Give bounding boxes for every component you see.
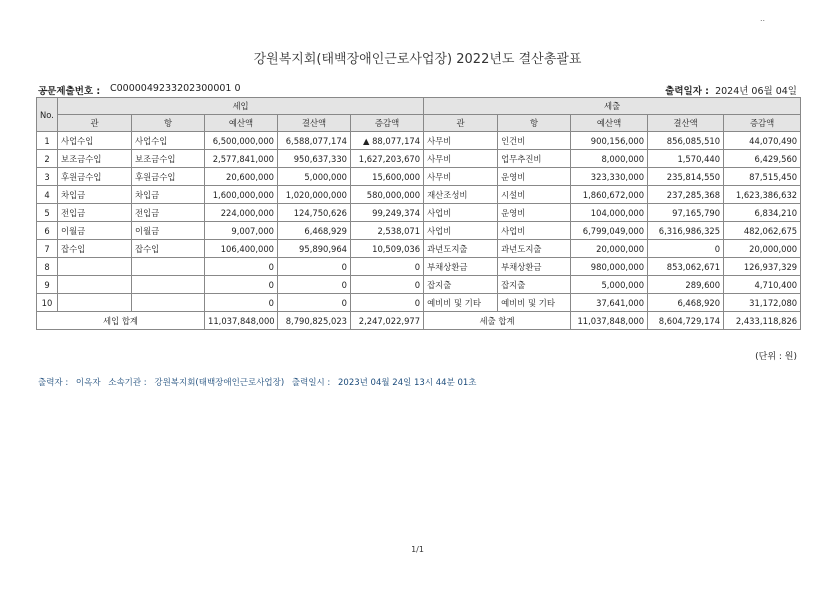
cell-income-budget: 9,007,000 [205,222,278,240]
cell-expense-settlement: 6,316,986,325 [648,222,724,240]
cell-income-hang: 후원금수입 [132,168,205,186]
cell-expense-budget: 5,000,000 [571,276,648,294]
cell-income-budget: 6,500,000,000 [205,132,278,150]
cell-income-change: 1,627,203,670 [351,150,424,168]
cell-expense-change: 482,062,675 [724,222,801,240]
page-title: 강원복지회(태백장애인근로사업장) 2022년도 결산총괄표 [253,52,582,67]
cell-income-change: 2,538,071 [351,222,424,240]
cell-income-budget: 0 [205,294,278,312]
cell-no: 9 [37,276,58,294]
cell-income-budget: 224,000,000 [205,204,278,222]
cell-income-change: ▲ 88,077,174 [351,132,424,150]
table-body [37,132,801,312]
header-expense-budget: 예산액 [571,115,648,132]
cell-income-settlement: 1,020,000,000 [278,186,351,204]
income-total-change: 2,247,022,977 [351,312,424,330]
cell-expense-hang: 운영비 [498,168,571,186]
income-total-budget: 11,037,848,000 [205,312,278,330]
cell-expense-hang: 사업비 [498,222,571,240]
cell-income-settlement: 6,588,077,174 [278,132,351,150]
cell-income-hang: 이월금 [132,222,205,240]
meta-row [38,83,797,97]
cell-income-hang: 잡수입 [132,240,205,258]
cell-income-hang: 보조금수입 [132,150,205,168]
cell-income-hang: 전입금 [132,204,205,222]
table-row [37,204,801,222]
unit-note: (단위 : 원) [755,352,797,362]
print-time-label: 출력일시 : [291,378,331,388]
cell-income-gwan [58,294,132,312]
cell-income-settlement: 0 [278,276,351,294]
header-income-change: 증감액 [351,115,424,132]
cell-expense-hang: 잡지출 [498,276,571,294]
cell-expense-hang: 운영비 [498,204,571,222]
cell-expense-gwan: 사업비 [424,222,498,240]
settlement-table [36,97,801,330]
cell-income-change: 0 [351,276,424,294]
table-row [37,276,801,294]
header-expense-hang: 항 [498,115,571,132]
table-row [37,294,801,312]
table-row [37,258,801,276]
expense-total-settlement: 8,604,729,174 [648,312,724,330]
cell-income-budget: 20,600,000 [205,168,278,186]
cell-expense-gwan: 잡지출 [424,276,498,294]
expense-total-change: 2,433,118,826 [724,312,801,330]
cell-income-gwan: 보조금수입 [58,150,132,168]
cell-income-budget: 2,577,841,000 [205,150,278,168]
print-date-value: 2024년 06월 04일 [715,86,797,97]
cell-expense-budget: 323,330,000 [571,168,648,186]
table-row [37,222,801,240]
doc-number-value: C0000049233202300001 0 [110,83,241,94]
header-expense-change: 증감액 [724,115,801,132]
cell-expense-gwan: 사무비 [424,168,498,186]
cell-no: 6 [37,222,58,240]
cell-income-gwan [58,258,132,276]
cell-expense-change: 4,710,400 [724,276,801,294]
cell-expense-settlement: 1,570,440 [648,150,724,168]
cell-expense-gwan: 예비비 및 기타 [424,294,498,312]
cell-income-settlement: 6,468,929 [278,222,351,240]
cell-income-hang: 사업수입 [132,132,205,150]
cell-no: 8 [37,258,58,276]
cell-expense-change: 44,070,490 [724,132,801,150]
cell-income-budget: 0 [205,258,278,276]
cell-expense-gwan: 과년도지출 [424,240,498,258]
cell-no: 4 [37,186,58,204]
org-label: 소속기관 : [108,378,147,388]
cell-income-change: 0 [351,258,424,276]
cell-no: 3 [37,168,58,186]
cell-expense-change: 1,623,386,632 [724,186,801,204]
cell-income-budget: 1,600,000,000 [205,186,278,204]
income-total-settlement: 8,790,825,023 [278,312,351,330]
cell-expense-change: 87,515,450 [724,168,801,186]
cell-income-gwan [58,276,132,294]
header-income-gwan: 관 [58,115,132,132]
cell-expense-gwan: 사무비 [424,150,498,168]
cell-expense-settlement: 97,165,790 [648,204,724,222]
cell-income-settlement: 5,000,000 [278,168,351,186]
cell-expense-hang: 예비비 및 기타 [498,294,571,312]
header-income-budget: 예산액 [205,115,278,132]
expense-total-label: 세출 합계 [424,312,571,330]
total-row [37,312,801,330]
cell-income-gwan: 후원금수입 [58,168,132,186]
cell-expense-budget: 104,000,000 [571,204,648,222]
table-row [37,168,801,186]
cell-expense-hang: 인건비 [498,132,571,150]
cell-expense-budget: 20,000,000 [571,240,648,258]
header-income-group: 세입 [58,98,424,115]
cell-income-settlement: 124,750,626 [278,204,351,222]
cell-expense-gwan: 사무비 [424,132,498,150]
cell-no: 5 [37,204,58,222]
header-no: No. [37,98,58,132]
cell-income-gwan: 차입금 [58,186,132,204]
cell-expense-settlement: 856,085,510 [648,132,724,150]
cell-expense-change: 6,834,210 [724,204,801,222]
expense-total-budget: 11,037,848,000 [571,312,648,330]
header-expense-gwan: 관 [424,115,498,132]
cell-expense-gwan: 부채상환금 [424,258,498,276]
cell-expense-gwan: 재산조성비 [424,186,498,204]
cell-income-gwan: 이월금 [58,222,132,240]
cell-income-settlement: 0 [278,258,351,276]
cell-no: 10 [37,294,58,312]
cell-expense-budget: 980,000,000 [571,258,648,276]
cell-expense-hang: 부채상환금 [498,258,571,276]
cell-no: 2 [37,150,58,168]
cell-expense-gwan: 사업비 [424,204,498,222]
cell-income-budget: 0 [205,276,278,294]
cell-income-change: 580,000,000 [351,186,424,204]
printer-value: 이옥자 [75,378,101,388]
cell-income-hang [132,294,205,312]
cell-income-change: 15,600,000 [351,168,424,186]
printer-label: 출력자 : [38,378,69,388]
cell-expense-hang: 시설비 [498,186,571,204]
cell-expense-change: 126,937,329 [724,258,801,276]
cell-expense-budget: 6,799,049,000 [571,222,648,240]
table-row [37,150,801,168]
print-footer [38,376,482,388]
header-income-hang: 항 [132,115,205,132]
cell-expense-budget: 900,156,000 [571,132,648,150]
cell-expense-budget: 1,860,672,000 [571,186,648,204]
cell-expense-settlement: 853,062,671 [648,258,724,276]
cell-income-gwan: 전입금 [58,204,132,222]
cell-expense-change: 20,000,000 [724,240,801,258]
doc-number-label: 공문제출번호 : [38,86,101,97]
cell-income-change: 10,509,036 [351,240,424,258]
cell-income-settlement: 0 [278,294,351,312]
cell-income-change: 0 [351,294,424,312]
table-row [37,186,801,204]
corner-mark: .. [760,14,766,23]
cell-income-gwan: 잡수입 [58,240,132,258]
table-row [37,240,801,258]
cell-expense-settlement: 237,285,368 [648,186,724,204]
cell-income-gwan: 사업수입 [58,132,132,150]
cell-income-change: 99,249,374 [351,204,424,222]
header-expense-settlement: 결산액 [648,115,724,132]
cell-expense-change: 6,429,560 [724,150,801,168]
cell-no: 1 [37,132,58,150]
cell-expense-settlement: 6,468,920 [648,294,724,312]
header-expense-group: 세출 [424,98,801,115]
page-number: 1/1 [411,545,424,554]
cell-expense-hang: 과년도지출 [498,240,571,258]
cell-expense-settlement: 289,600 [648,276,724,294]
cell-expense-change: 31,172,080 [724,294,801,312]
cell-expense-budget: 37,641,000 [571,294,648,312]
table-row [37,132,801,150]
cell-income-hang: 차입금 [132,186,205,204]
cell-expense-settlement: 235,814,550 [648,168,724,186]
cell-expense-settlement: 0 [648,240,724,258]
income-total-label: 세입 합계 [37,312,205,330]
print-date-label: 출력일자 : [665,86,709,97]
org-value: 강원복지회(태백장애인근로사업장) [154,378,285,388]
cell-income-hang [132,276,205,294]
cell-expense-hang: 업무추진비 [498,150,571,168]
cell-income-hang [132,258,205,276]
cell-income-budget: 106,400,000 [205,240,278,258]
cell-income-settlement: 950,637,330 [278,150,351,168]
cell-expense-budget: 8,000,000 [571,150,648,168]
header-income-settlement: 결산액 [278,115,351,132]
cell-no: 7 [37,240,58,258]
print-time-value: 2023년 04월 24일 13시 44분 01초 [338,378,477,388]
cell-income-settlement: 95,890,964 [278,240,351,258]
